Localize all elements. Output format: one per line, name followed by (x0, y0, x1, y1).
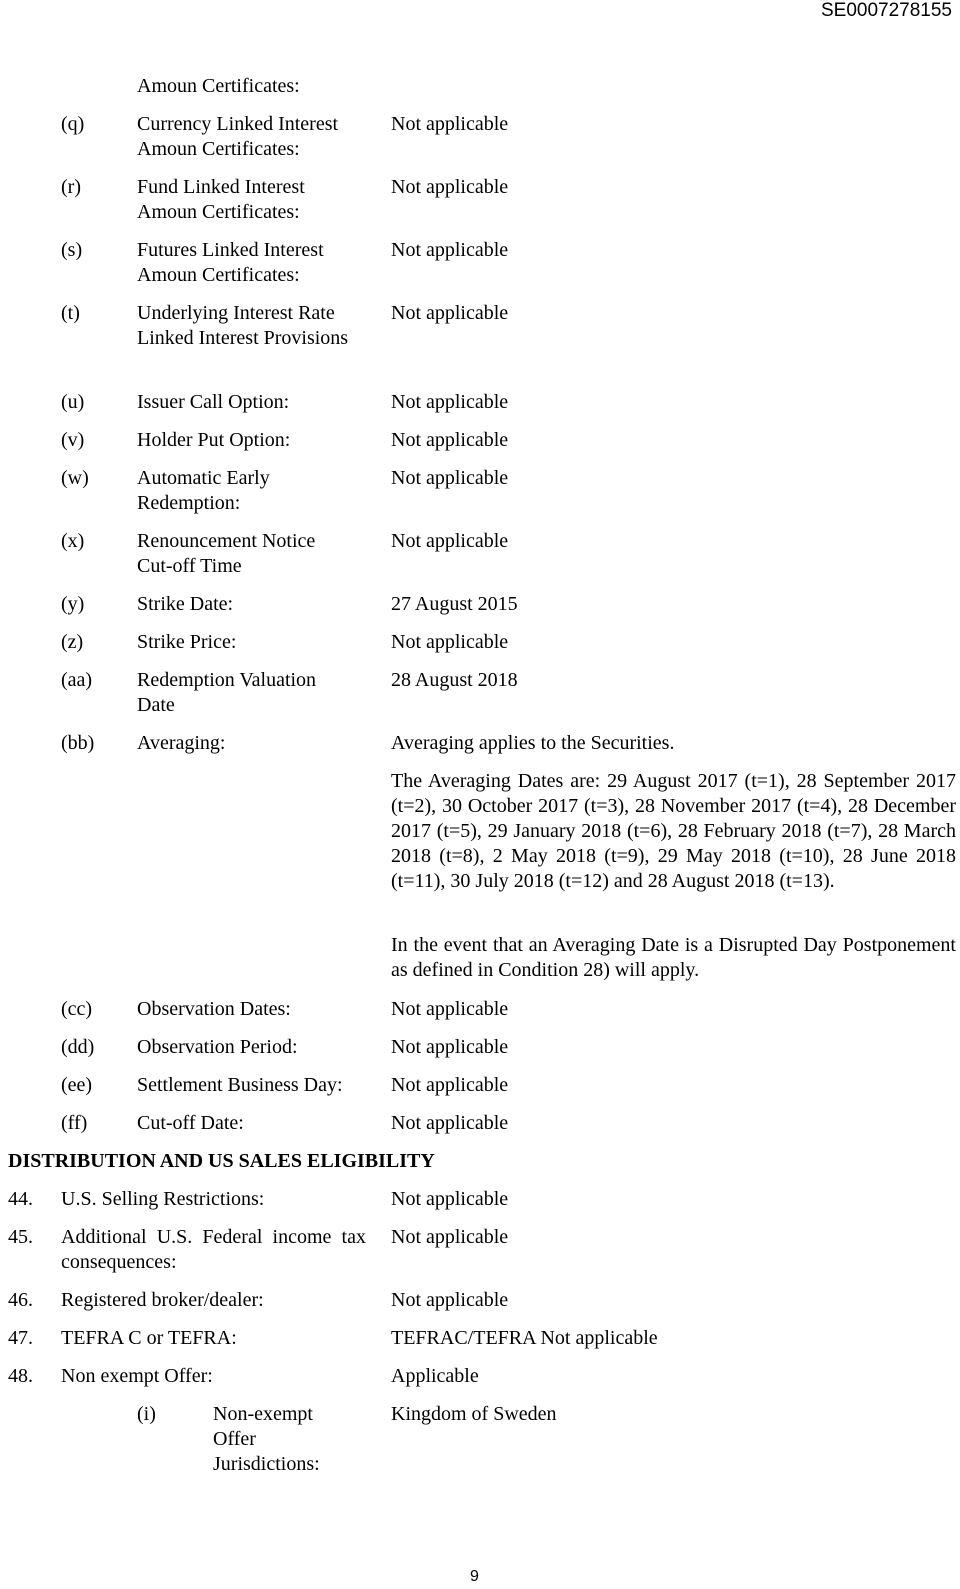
item-term-u: Issuer Call Option: (137, 391, 290, 413)
item-term-dd: Observation Period: (137, 1036, 298, 1058)
item-label-ee: (ee) (61, 1074, 93, 1096)
item-value-bb: Averaging applies to the Securities. (391, 732, 675, 754)
item-term-r: Fund Linked Interest Amoun Certificates: (137, 176, 305, 223)
item-term-x: Renouncement Notice Cut-off Time (137, 530, 316, 577)
numbered-term-47: TEFRA C or TEFRA: (61, 1327, 237, 1349)
item-label-cc: (cc) (61, 998, 93, 1020)
item-value-u: Not applicable (391, 391, 509, 413)
item-value-t: Not applicable (391, 302, 509, 324)
item-term-z: Strike Price: (137, 631, 237, 653)
item-value-q: Not applicable (391, 113, 509, 135)
item-label-y: (y) (61, 593, 85, 615)
item-label-w: (w) (61, 467, 89, 489)
numbered-term-45: Additional U.S. Federal income tax consequences: (61, 1226, 366, 1273)
item-term-cc: Observation Dates: (137, 998, 291, 1020)
item-term-ff: Cut-off Date: (137, 1112, 244, 1134)
item-term-q: Currency Linked Interest Amoun Certificates: (137, 113, 339, 160)
item-term-bb: Averaging: (137, 732, 226, 754)
item-value-ff: Not applicable (391, 1112, 509, 1134)
item-label-aa: (aa) (61, 669, 93, 691)
item-value-ee: Not applicable (391, 1074, 509, 1096)
numbered-value-44: Not applicable (391, 1188, 509, 1210)
numbered-label-45: 45. (8, 1226, 33, 1248)
item-term-s: Futures Linked Interest Amoun Certificates: (137, 239, 324, 286)
item-term-w: Automatic Early Redemption: (137, 467, 270, 514)
item-term-t: Underlying Interest Rate Linked Interest Provisions (137, 302, 349, 349)
item-label-bb: (bb) (61, 732, 95, 754)
numbered-label-44: 44. (8, 1188, 33, 1210)
averaging-disruption-paragraph: In the event that an Averaging Date is a Disrupted Day Postponement as defined in Condition 28) will apply. (391, 934, 956, 981)
sub-item-term: Non-exempt Offer Jurisdictions: (213, 1403, 320, 1475)
page-number: 9 (470, 1568, 479, 1585)
sub-item-label: (i) (137, 1403, 156, 1425)
numbered-term-48: Non exempt Offer: (61, 1365, 213, 1387)
item-value-s: Not applicable (391, 239, 509, 261)
numbered-value-47: TEFRAC/TEFRA Not applicable (391, 1327, 658, 1349)
item-term-ee: Settlement Business Day: (137, 1074, 343, 1096)
item-label-z: (z) (61, 631, 84, 653)
item-value-dd: Not applicable (391, 1036, 509, 1058)
section-heading: DISTRIBUTION AND US SALES ELIGIBILITY (8, 1150, 435, 1172)
item-value-cc: Not applicable (391, 998, 509, 1020)
document-id: SE0007278155 (820, 0, 952, 21)
item-label-t: (t) (61, 302, 80, 324)
item-label-ff: (ff) (61, 1112, 88, 1134)
item-label-s: (s) (61, 239, 83, 261)
item-label-x: (x) (61, 530, 85, 552)
item-label-u: (u) (61, 391, 85, 413)
item-value-aa: 28 August 2018 (391, 669, 518, 691)
carryover-term: Amoun Certificates: (137, 75, 300, 97)
item-term-v: Holder Put Option: (137, 429, 291, 451)
item-value-y: 27 August 2015 (391, 593, 518, 615)
sub-item-value: Kingdom of Sweden (391, 1403, 557, 1425)
numbered-term-46: Registered broker/dealer: (61, 1289, 264, 1311)
item-label-v: (v) (61, 429, 85, 451)
item-value-v: Not applicable (391, 429, 509, 451)
item-label-r: (r) (61, 176, 81, 198)
item-term-y: Strike Date: (137, 593, 234, 615)
numbered-label-46: 46. (8, 1289, 33, 1311)
numbered-label-48: 48. (8, 1365, 33, 1387)
numbered-value-48: Applicable (391, 1365, 479, 1387)
averaging-dates-paragraph: The Averaging Dates are: 29 August 2017 (t=1), 28 September 2017 (t=2), 30 October 2017 (t=3), 28 November 2017 (t=4), 28 December 2017 (t=5), 29 January 2018 (t=6), 28 February 2018 (t=7), 28 March 2018 (t=8), 2 May 2018 (t=9), 29 May 2018 (t=10), 28 June 2018 (t=11), 30 July 2018 (t=12) and 28 August 2018 (t=13). (391, 770, 956, 892)
item-value-x: Not applicable (391, 530, 509, 552)
item-value-w: Not applicable (391, 467, 509, 489)
numbered-value-46: Not applicable (391, 1289, 509, 1311)
item-label-dd: (dd) (61, 1036, 95, 1058)
numbered-label-47: 47. (8, 1327, 33, 1349)
item-value-z: Not applicable (391, 631, 509, 653)
item-value-r: Not applicable (391, 176, 509, 198)
item-label-q: (q) (61, 113, 85, 135)
numbered-value-45: Not applicable (391, 1226, 509, 1248)
numbered-term-44: U.S. Selling Restrictions: (61, 1188, 265, 1210)
item-term-aa: Redemption Valuation Date (137, 669, 317, 716)
